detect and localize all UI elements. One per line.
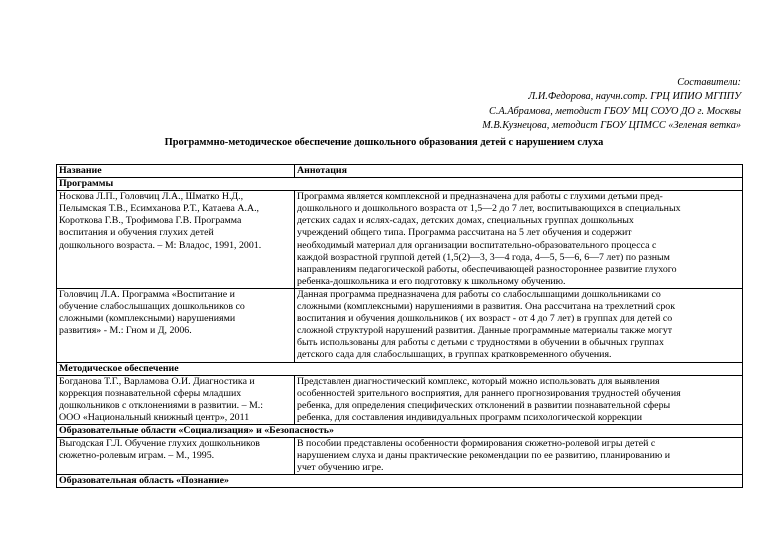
section-heading: Программы — [57, 178, 743, 191]
column-header-name: Название — [57, 165, 295, 178]
section-heading: Образовательные области «Социализация» и «Безопасность» — [57, 424, 743, 437]
section-row — [57, 362, 743, 375]
resource-name-line: сложными (комплексными) нарушениями — [59, 313, 236, 325]
authors-block — [482, 76, 741, 134]
resource-name-line: развития» - М.: Гном и Д, 2006. — [59, 325, 192, 337]
section-row — [57, 424, 743, 437]
annotation-line: В пособии представлены особенности формирования сюжетно-ролевой игры детей с — [297, 438, 656, 450]
resource-name-cell — [57, 288, 295, 362]
resource-name-line: сюжетно-ролевым играм. – М., 1995. — [59, 450, 215, 462]
section-heading: Методическое обеспечение — [57, 362, 743, 375]
resource-name-cell — [57, 375, 295, 424]
resource-name-line: Богданова Т.Г., Варламова О.И. Диагностика и — [59, 375, 255, 387]
resource-name-line: ООО «Национальный книжный центр», 2011 — [59, 411, 250, 423]
document-title: Программно-методическое обеспечение дошкольного образования детей с нарушением слуха — [164, 137, 604, 148]
section-row — [57, 178, 743, 191]
section-row — [57, 475, 743, 488]
annotation-line: сложной структурой нарушений развития. Данные программные материалы также могут — [297, 325, 673, 337]
annotation-line: Представлен диагностический комплекс, который можно использовать для выявления — [297, 375, 660, 387]
annotation-line: каждой возрастной группой детей (1,5(2)—3, 3—4 года, 4—5, 5—6, 6—7 лет) по разным — [297, 251, 670, 263]
table-row — [57, 288, 743, 362]
authors-label: Составители: — [677, 77, 741, 88]
resource-name-line: дошкольного возраста. – М: Владос, 1991, 2001. — [59, 239, 262, 251]
annotation-line: необходимый материал для организации воспитательно-образовательного процесса с — [297, 239, 657, 251]
table-row — [57, 191, 743, 289]
annotation-cell — [295, 438, 743, 475]
table-row — [57, 375, 743, 424]
section-heading: Образовательная область «Познание» — [57, 475, 743, 488]
annotation-line: направлениям педагогической работы, обеспечивающей разностороннее развитие глухого — [297, 263, 677, 275]
resource-name-line: Пелымская Т.В., Есимханова Р.Т., Катаева А.А., — [59, 203, 260, 215]
annotation-line: особенностей зрительного восприятия, для раннего прогнозирования трудностей обучения — [297, 387, 681, 399]
annotation-line: детских садах и яслях-садах, детских домах, специальных группах дошкольных — [297, 215, 634, 227]
table-row — [57, 438, 743, 475]
annotation-line: ребенка-дошкольника и его подготовку к школьному обучению. — [297, 275, 566, 287]
resource-name-cell — [57, 191, 295, 289]
annotation-line: учет обучению игре. — [297, 462, 384, 474]
resource-name-line: Носкова Л.П., Головчиц Л.А., Шматко Н.Д., — [59, 191, 244, 203]
annotation-line: учреждений общего типа. Программа рассчитана на 5 лет обучения и содержит — [297, 227, 632, 239]
annotation-line: нарушением слуха и даны практические рекомендации по ее развитию, планированию и — [297, 450, 670, 462]
annotation-line: ребенка, для составления индивидуальных программ психологической коррекции — [297, 411, 643, 423]
annotation-line: Программа является комплексной и предназначена для работы с глухими детьми пред- — [297, 191, 663, 203]
resource-name-line: дошкольников с отклонениями в развитии. – М.: — [59, 399, 263, 411]
resource-name-line: Головчиц Л.А. Программа «Воспитание и — [59, 288, 235, 300]
annotation-line: Данная программа предназначена для работы со слабослышащими дошкольниками со — [297, 288, 661, 300]
column-header-annotation: Аннотация — [295, 165, 743, 178]
author-line: М.В.Кузнецова, методист ГБОУ ЦПМСС «Зеленая ветка» — [482, 120, 741, 132]
resource-name-line: Выгодская Г.Л. Обучение глухих дошкольников — [59, 438, 260, 450]
annotation-line: дошкольного и дошкольного возраста от 1,5—2 до 7 лет, воспитывающихся в специальных — [297, 203, 681, 215]
resource-name-cell — [57, 438, 295, 475]
annotation-cell — [295, 375, 743, 424]
resource-name-line: Короткова Г.В., Трофимова Г.В. Программа — [59, 215, 242, 227]
author-line: Л.И.Федорова, научн.сотр. ГРЦ ИПИО МГППУ — [528, 91, 741, 103]
annotation-cell — [295, 288, 743, 362]
annotation-cell — [295, 191, 743, 289]
resource-name-line: воспитания и обучения глухих детей — [59, 227, 214, 239]
resource-name-line: обучение слабослышащих дошкольников со — [59, 301, 245, 313]
annotation-line: быть использованы для работы с детьми с трудностями в обучении в обычных группах — [297, 337, 664, 349]
annotation-line: воспитания и обучения дошкольников ( их возраст - от 4 до 7 лет) в группах для детей со — [297, 313, 673, 325]
annotation-line: ребенка, для определения специфических отклонений в развитии познавательной сферы — [297, 399, 671, 411]
resource-name-line: коррекция познавательной сферы младших — [59, 387, 242, 399]
annotation-line: детского сада для слабослышащих, в группах кратковременного обучения. — [297, 349, 612, 361]
resources-table — [56, 164, 743, 488]
author-line: С.А.Абрамова, методист ГБОУ МЦ СОУО ДО г. Москвы — [489, 105, 741, 117]
annotation-line: сложными (комплексными) нарушениями в развития. Она рассчитана на трехлетний срок — [297, 301, 676, 313]
table-header-row — [57, 165, 743, 178]
